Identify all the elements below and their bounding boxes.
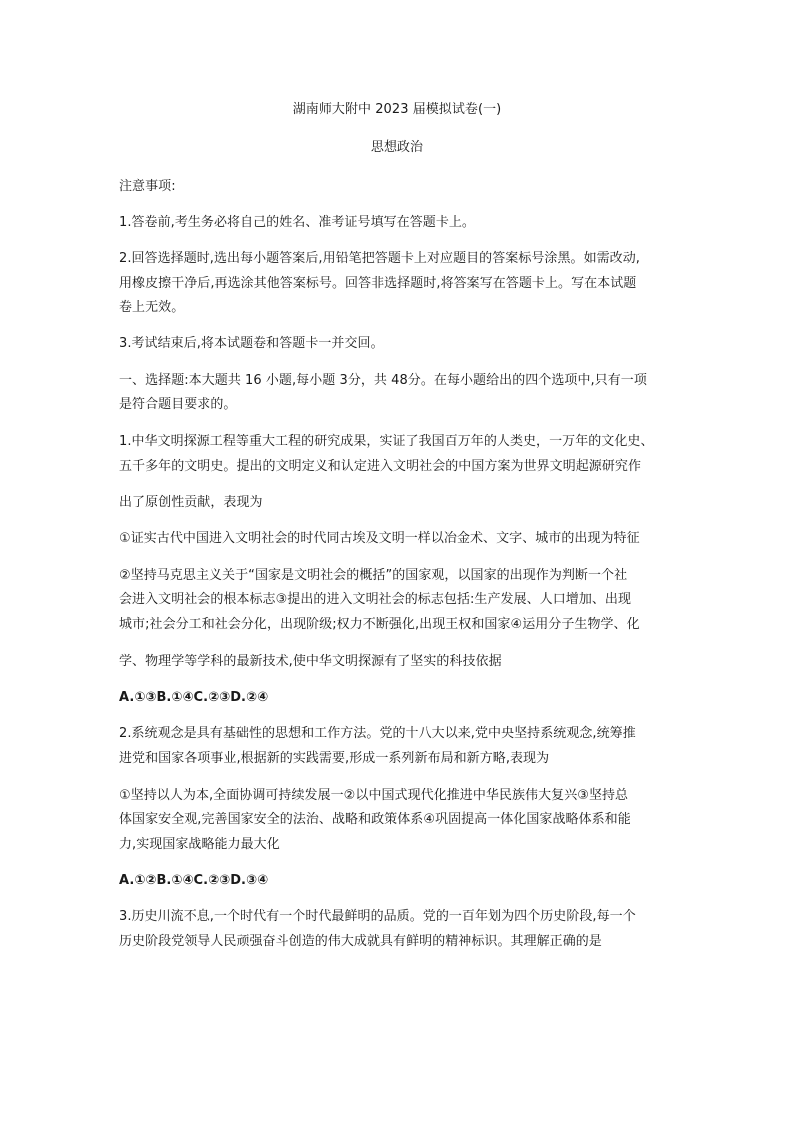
q1-statement-line-4: 城市;社会分工和社会分化，出现阶级;权力不断强化,出现王权和国家④运用分子生物学、化: [119, 617, 640, 632]
q2-stem-line-2: 进党和国家各项事业,根据新的实践需要,形成一系列新布局和新方略,表现为: [119, 751, 550, 766]
q2-stem-line-1: 2.系统观念是具有基础性的思想和工作方法。党的十八大以来,党中央坚持系统观念,统筹推: [119, 726, 636, 741]
q1-stem-line-3: 出了原创性贡献，表现为: [119, 495, 263, 510]
q1-stem-line-2: 五千多年的文明史。提出的文明定义和认定进入文明社会的中国方案为世界文明起源研究作: [119, 459, 642, 474]
q1-stem-line-1: 1.中华文明探源工程等重大工程的研究成果，实证了我国百万年的人类史，一万年的文化史、: [119, 434, 654, 449]
q2-statement-line-2: 体国家安全观,完善国家安全的法治、战略和政策体系④巩固提高一体化国家战略体系和能: [119, 812, 631, 827]
q3-stem-line-2: 历史阶段党领导人民顽强奋斗创造的伟大成就具有鲜明的精神标识。其理解正确的是: [119, 934, 602, 949]
q1-statement-line-3: 会进入文明社会的根本标志③提出的进入文明社会的标志包括:生产发展、人口增加、出现: [119, 592, 632, 607]
q1-statement-line-1: ①证实古代中国进入文明社会的时代同古埃及文明一样以冶金术、文字、城市的出现为特征: [119, 531, 640, 546]
section-intro-line-2: 是符合题目要求的。: [119, 397, 237, 412]
q1-options: A.①③B.①④C.②③D.②④: [119, 690, 269, 705]
q2-statement-line-3: 力,实现国家战略能力最大化: [119, 837, 280, 852]
notice-2-line-3: 卷上无效。: [119, 300, 185, 315]
subject-title: 思想政治: [370, 140, 424, 155]
notice-2-line-2: 用橡皮擦干净后,再选涂其他答案标号。回答非选择题时,将答案写在答题卡上。写在本试题: [119, 276, 637, 291]
section-intro-line-1: 一、选择题:本大题共 16 小题,每小题 3分，共 48分。在每小题给出的四个选项中,只有一项: [119, 373, 647, 388]
q1-statement-line-2: ②坚持马克思主义关于“国家是文明社会的概括”的国家观，以国家的出现作为判断一个社: [119, 568, 628, 583]
q2-statement-line-1: ①坚持以人为本,全面协调可持续发展一②以中国式现代化推进中华民族伟大复兴③坚持总: [119, 788, 629, 803]
q3-stem-line-1: 3.历史川流不息,一个时代有一个时代最鲜明的品质。党的一百年划为四个历史阶段,每一个: [119, 909, 636, 924]
notice-1: 1.答卷前,考生务必将自己的姓名、准考证号填写在答题卡上。: [119, 215, 475, 230]
exam-title: 湖南师大附中 2023 届模拟试卷(一): [292, 102, 502, 117]
notice-heading: 注意事项:: [119, 179, 176, 194]
q2-options: A.①②B.①④C.②③D.③④: [119, 873, 269, 888]
q1-statement-line-5: 学、物理学等学科的最新技术,使中华文明探源有了坚实的科技依据: [119, 654, 502, 669]
notice-2-line-1: 2.回答选择题时,选出每小题答案后,用铅笔把答题卡上对应题目的答案标号涂黑。如需改动,: [119, 251, 640, 266]
notice-3: 3.考试结束后,将本试题卷和答题卡一并交回。: [119, 336, 384, 351]
